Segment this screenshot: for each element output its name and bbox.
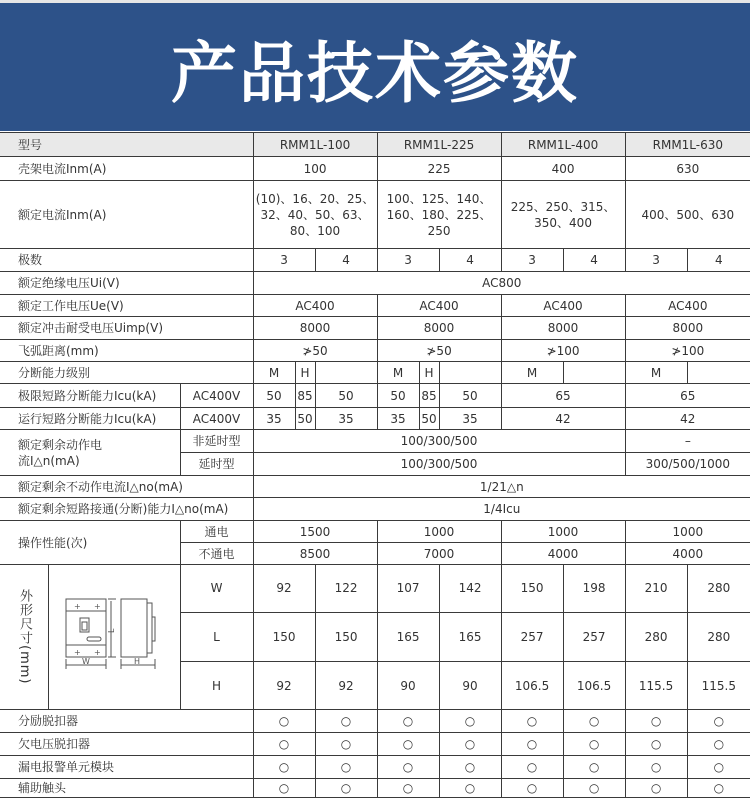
cell-value: 50 (295, 408, 315, 430)
cell-value: 35 (377, 408, 419, 430)
title-banner (0, 3, 750, 131)
svg-text:+: + (74, 648, 81, 657)
table-row (0, 430, 750, 453)
cell-value: 4000 (501, 543, 625, 565)
cell-value: ○ (501, 779, 563, 798)
cell-value: AC400 (377, 295, 501, 317)
cell-value: 225、250、315、 350、400 (501, 181, 625, 249)
cell-value: ○ (501, 733, 563, 756)
cell-value: 50 (419, 408, 439, 430)
table-row (0, 181, 750, 249)
cell-value: ○ (687, 779, 750, 798)
cell-value: 92 (315, 662, 377, 710)
cell-value: 8000 (501, 317, 625, 340)
cell-value: 142 (439, 565, 501, 613)
table-row (0, 710, 750, 733)
cell-value: ○ (439, 779, 501, 798)
cell-value: ○ (563, 733, 625, 756)
table-row (0, 362, 750, 384)
cell-value: ○ (625, 756, 687, 779)
table-row (0, 476, 750, 498)
dimension-label: 外形尺寸(mm) (0, 565, 49, 709)
cell-value: 100/300/500 (253, 430, 625, 453)
cell-value: ≯100 (625, 340, 750, 362)
cell-value: 8000 (253, 317, 377, 340)
cell-value: L (180, 612, 253, 661)
cell-value: 198 (563, 565, 625, 613)
cell-value: M (501, 362, 563, 384)
cell-value: ○ (315, 779, 377, 798)
cell-value: AC400 (501, 295, 625, 317)
model-header: RMM1L-100 (253, 133, 377, 157)
cell-value: 400 (501, 157, 625, 181)
cell-value: ○ (315, 733, 377, 756)
model-header: RMM1L-225 (377, 133, 501, 157)
cell-value: 100/300/500 (253, 453, 625, 476)
cell-value: 280 (687, 612, 750, 661)
cell-value: ○ (377, 733, 439, 756)
cell-value: 4 (563, 249, 625, 272)
cell-value: 非延时型 (180, 430, 253, 453)
cell-value: ○ (563, 756, 625, 779)
cell-value: 35 (253, 408, 295, 430)
cell-value: M (625, 362, 687, 384)
cell-value: 50 (315, 384, 377, 408)
cell-value: 106.5 (563, 662, 625, 710)
cell-value: 210 (625, 565, 687, 613)
cell-value: ○ (501, 756, 563, 779)
cell-value: ≯50 (377, 340, 501, 362)
cell-value: ○ (377, 756, 439, 779)
cell-value: ○ (625, 779, 687, 798)
row-label: 额定冲击耐受电压Uimp(V) (0, 317, 253, 340)
row-label: 型号 (0, 133, 253, 157)
row-label: 额定剩余短路接通(分断)能力I△no(mA) (0, 498, 253, 521)
cell-value: ○ (253, 779, 315, 798)
cell-value: 100 (253, 157, 377, 181)
cell-value: 50 (439, 384, 501, 408)
svg-text:W: W (82, 657, 91, 666)
row-label: 欠电压脱扣器 (0, 733, 253, 756)
table-row (0, 295, 750, 317)
row-label: 操作性能(次) (0, 521, 180, 565)
cell-value: ○ (625, 733, 687, 756)
cell-value: ○ (563, 779, 625, 798)
model-header: RMM1L-400 (501, 133, 625, 157)
cell-value: 65 (501, 384, 625, 408)
cell-value: 257 (501, 612, 563, 661)
cell-value (563, 362, 625, 384)
table-row (0, 498, 750, 521)
cell-value: ○ (687, 733, 750, 756)
cell-value: 8000 (625, 317, 750, 340)
cell-value: M (377, 362, 419, 384)
cell-value: 延时型 (180, 453, 253, 476)
cell-value: (10)、16、20、25、 32、40、50、63、 80、100 (253, 181, 377, 249)
cell-value: 通电 (180, 521, 253, 543)
cell-value: 1/21△n (253, 476, 750, 498)
cell-value: 4000 (625, 543, 750, 565)
cell-value: 85 (419, 384, 439, 408)
cell-value: ≯50 (253, 340, 377, 362)
cell-value: 107 (377, 565, 439, 613)
cell-value: ≯100 (501, 340, 625, 362)
cell-value: ○ (501, 710, 563, 733)
table-row (0, 733, 750, 756)
cell-value: M (253, 362, 295, 384)
cell-value: ○ (253, 756, 315, 779)
cell-value: ○ (377, 779, 439, 798)
cell-value: 106.5 (501, 662, 563, 710)
cell-value: ○ (315, 756, 377, 779)
svg-text:H: H (134, 657, 141, 666)
cell-value: 1000 (501, 521, 625, 543)
cell-value: H (295, 362, 315, 384)
svg-text:L: L (107, 628, 117, 633)
row-label: 额定工作电压Ue(V) (0, 295, 253, 317)
table-row (0, 272, 750, 295)
cell-value: 90 (377, 662, 439, 710)
cell-value: 150 (501, 565, 563, 613)
cell-value: AC400 (253, 295, 377, 317)
dimension-figure-cell (0, 565, 180, 710)
cell-value: ○ (253, 733, 315, 756)
cell-value: 8500 (253, 543, 377, 565)
row-label: 飞弧距离(mm) (0, 340, 253, 362)
cell-value: 3 (253, 249, 315, 272)
row-label: 分断能力级别 (0, 362, 253, 384)
table-row (0, 340, 750, 362)
cell-value: 4 (439, 249, 501, 272)
row-label: 辅助触头 (0, 779, 253, 798)
cell-value: 35 (439, 408, 501, 430)
cell-value: 400、500、630 (625, 181, 750, 249)
table-row (0, 317, 750, 340)
cell-value: ○ (253, 710, 315, 733)
cell-value: 42 (625, 408, 750, 430)
breaker-dimension-drawing (49, 565, 180, 709)
cell-value: 92 (253, 565, 315, 613)
cell-value: ○ (625, 710, 687, 733)
cell-value: ○ (439, 733, 501, 756)
cell-value: 不通电 (180, 543, 253, 565)
svg-text:+: + (74, 602, 81, 611)
cell-value: 42 (501, 408, 625, 430)
page-title: 产品技术参数 (171, 34, 579, 112)
cell-value: ○ (439, 756, 501, 779)
cell-value: AC400 (625, 295, 750, 317)
row-label: 额定电流Inm(A) (0, 181, 253, 249)
table-row (0, 779, 750, 798)
cell-value: 257 (563, 612, 625, 661)
cell-value: ○ (563, 710, 625, 733)
cell-value: 3 (377, 249, 439, 272)
cell-value: ○ (377, 710, 439, 733)
cell-value: 122 (315, 565, 377, 613)
cell-value (315, 362, 377, 384)
cell-value: 280 (625, 612, 687, 661)
spec-table (0, 132, 750, 798)
cell-value: 4 (687, 249, 750, 272)
row-label: 额定剩余动作电 流I△n(mA) (0, 430, 180, 476)
cell-value: AC800 (253, 272, 750, 295)
cell-value: 1/4Icu (253, 498, 750, 521)
cell-value: 280 (687, 565, 750, 613)
cell-value (687, 362, 750, 384)
model-header: RMM1L-630 (625, 133, 750, 157)
cell-value: 35 (315, 408, 377, 430)
row-label: 极限短路分断能力Icu(kA) (0, 384, 180, 408)
row-label: 额定剩余不动作电流I△no(mA) (0, 476, 253, 498)
cell-value: 150 (253, 612, 315, 661)
cell-value: 92 (253, 662, 315, 710)
row-label: 运行短路分断能力Icu(kA) (0, 408, 180, 430)
row-label: 漏电报警单元模块 (0, 756, 253, 779)
cell-value: 90 (439, 662, 501, 710)
cell-value: AC400V (180, 408, 253, 430)
cell-value: ○ (439, 710, 501, 733)
cell-value: 50 (377, 384, 419, 408)
cell-value: W (180, 565, 253, 613)
cell-value: 1000 (377, 521, 501, 543)
svg-text:+: + (94, 602, 101, 611)
cell-value: ○ (687, 710, 750, 733)
row-label: 壳架电流Inm(A) (0, 157, 253, 181)
cell-value: 65 (625, 384, 750, 408)
cell-value (439, 362, 501, 384)
table-row (0, 521, 750, 543)
table-row (0, 157, 750, 181)
cell-value: 4 (315, 249, 377, 272)
cell-value: – (625, 430, 750, 453)
cell-value: AC400V (180, 384, 253, 408)
table-row (0, 408, 750, 430)
svg-text:+: + (94, 648, 101, 657)
table-row (0, 384, 750, 408)
header-row (0, 133, 750, 157)
cell-value: 100、125、140、 160、180、225、 250 (377, 181, 501, 249)
cell-value: 85 (295, 384, 315, 408)
table-row (0, 249, 750, 272)
cell-value: 630 (625, 157, 750, 181)
cell-value: ○ (687, 756, 750, 779)
cell-value: 7000 (377, 543, 501, 565)
cell-value: 225 (377, 157, 501, 181)
cell-value: 50 (253, 384, 295, 408)
cell-value: 1500 (253, 521, 377, 543)
table-row (0, 756, 750, 779)
cell-value: ○ (315, 710, 377, 733)
cell-value: 8000 (377, 317, 501, 340)
cell-value: 3 (501, 249, 563, 272)
cell-value: H (419, 362, 439, 384)
cell-value: 3 (625, 249, 687, 272)
cell-value: 115.5 (687, 662, 750, 710)
row-label: 分励脱扣器 (0, 710, 253, 733)
table-row (0, 565, 750, 613)
cell-value: 165 (377, 612, 439, 661)
cell-value: 115.5 (625, 662, 687, 710)
cell-value: 300/500/1000 (625, 453, 750, 476)
row-label: 额定绝缘电压Ui(V) (0, 272, 253, 295)
cell-value: 1000 (625, 521, 750, 543)
cell-value: 150 (315, 612, 377, 661)
row-label: 极数 (0, 249, 253, 272)
cell-value: 165 (439, 612, 501, 661)
cell-value: H (180, 662, 253, 710)
